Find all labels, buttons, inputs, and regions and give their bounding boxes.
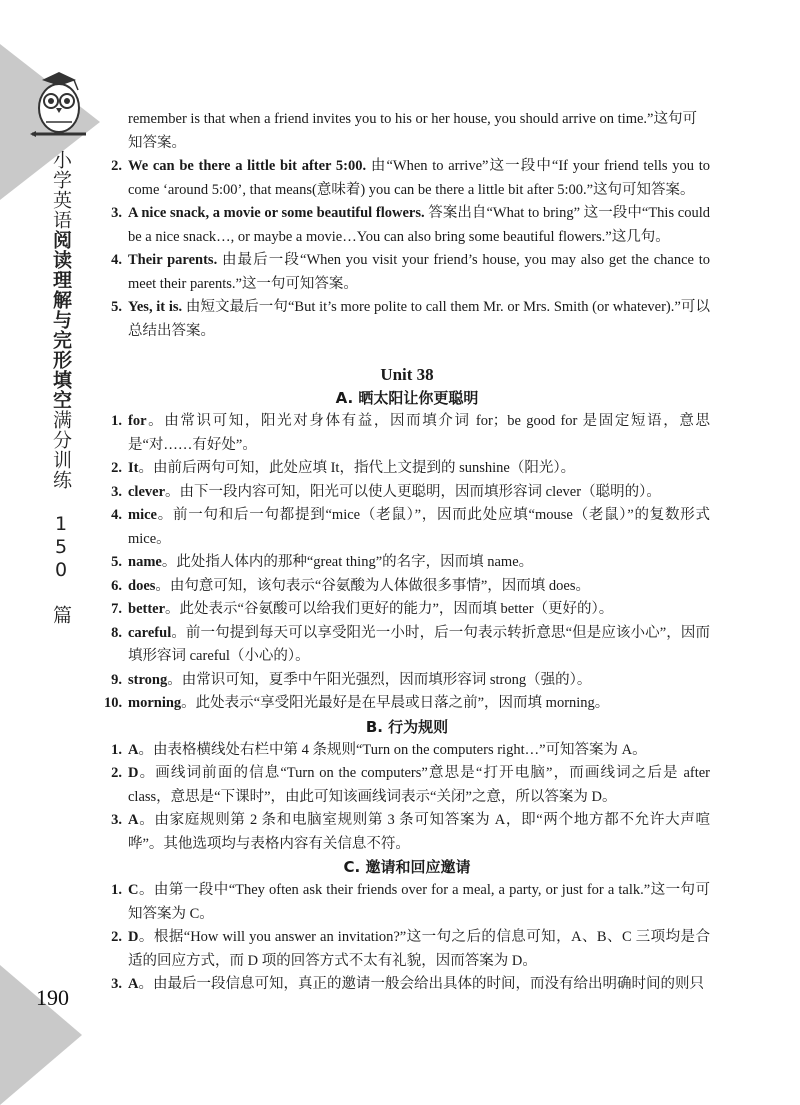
answer-explanation: 。由第一段中“They often ask their friends over for a meal, a party, or just for a talk.”这一句可知答案为 C。 bbox=[128, 882, 710, 922]
answer-key: does bbox=[128, 577, 156, 594]
answer-item bbox=[104, 249, 710, 296]
answer-key: strong bbox=[128, 671, 168, 688]
answer-item bbox=[104, 575, 710, 599]
book-title-part3: 满分训练 150 篇 bbox=[50, 410, 72, 625]
answer-item bbox=[104, 973, 710, 997]
answer-item bbox=[104, 879, 710, 926]
answer-item bbox=[104, 504, 710, 551]
section-a-answer-list bbox=[104, 410, 710, 716]
unit-title: Unit 38 bbox=[380, 365, 434, 384]
answer-explanation: 。画线词前面的信息“Turn on the computers”意思是“打开电脑”，而画线词之后是 after class，意思是“下课时”，由此可知该画线词表示“关闭”之意，所以答案为 D。 bbox=[128, 765, 710, 805]
section-c-title: C. 邀请和回应邀请 bbox=[343, 858, 471, 876]
answer-explanation: 。由表格横线处右栏中第 4 条规则“Turn on the computers right…”可知答案为 A。 bbox=[138, 741, 647, 758]
answer-number: 5. bbox=[111, 554, 122, 570]
answer-number: 2. bbox=[111, 929, 122, 945]
answer-number: 2. bbox=[111, 460, 122, 476]
left-margin-band bbox=[0, 0, 82, 1097]
answer-explanation: 。此处表示“谷氨酸可以给我们更好的能力”，因而填 better（更好的）。 bbox=[165, 601, 614, 617]
answer-item bbox=[104, 598, 710, 622]
answer-number: 3. bbox=[111, 483, 122, 500]
answer-explanation: 。由句意可知，该句表示“谷氨酸为人体做很多事情”，因而填 does。 bbox=[155, 577, 590, 594]
answer-key: A bbox=[128, 741, 139, 758]
answer-explanation: 由短文最后一句“But it’s more polite to call them Mr. or Mrs. Smith (or whatever).”可以总结出答案。 bbox=[128, 299, 710, 339]
answer-key: better bbox=[128, 601, 166, 617]
answer-item bbox=[104, 155, 710, 202]
answer-number: 9. bbox=[111, 671, 122, 688]
answer-explanation: 。此处表示“享受阳光最好是在早晨或日落之前”，因而填 morning。 bbox=[181, 695, 610, 711]
answer-explanation: 。由最后一段信息可知，真正的邀请一般会给出具体的时间，而没有给出明确时间的则只 bbox=[138, 976, 704, 992]
previous-continuation: remember is that when a friend invites you to his or her house, you should arrive on time.”这句可知答案。 bbox=[128, 111, 697, 151]
answer-item bbox=[104, 926, 710, 973]
answer-key-content bbox=[104, 108, 710, 997]
book-title-part2: 阅读理解与完形填空 bbox=[50, 230, 72, 410]
answer-explanation: 。前一句和后一句都提到“mice（老鼠）”，因而此处应填“mouse（老鼠）”的复数形式 mice。 bbox=[128, 507, 710, 547]
answer-item bbox=[104, 692, 710, 716]
answer-explanation: 。前一句提到每天可以享受阳光一小时，后一句表示转折意思“但是应该小心”，因而填形容词 careful（小心的）。 bbox=[128, 624, 710, 664]
answer-number: 4. bbox=[111, 507, 122, 523]
answer-explanation: 。由常识可知，夏季中午阳光强烈，因而填形容词 strong（强的）。 bbox=[167, 671, 592, 688]
answer-number: 1. bbox=[111, 741, 122, 758]
answer-explanation: 。由家庭规则第 2 条和电脑室规则第 3 条可知答案为 A，即“两个地方都不允许大声喧哗”。其他选项均与表格内容有关信息不符。 bbox=[128, 812, 710, 852]
answer-explanation: 。由下一段内容可知，阳光可以使人更聪明，因而填形容词 clever（聪明的）。 bbox=[165, 483, 661, 500]
answer-explanation: 。此处指人体内的那种“great thing”的名字，因而填 name。 bbox=[161, 554, 534, 570]
book-title-part1: 小学英语 bbox=[50, 150, 72, 230]
answer-item bbox=[104, 296, 710, 343]
answer-key: mice bbox=[128, 507, 157, 523]
answer-item bbox=[104, 739, 710, 763]
section-b-answer-list bbox=[104, 739, 710, 857]
answer-number: 8. bbox=[111, 624, 122, 641]
answer-number: 3. bbox=[111, 812, 122, 828]
answer-item bbox=[104, 551, 710, 575]
answer-number: 6. bbox=[111, 577, 122, 594]
answer-item bbox=[104, 809, 710, 856]
answer-number: 3. bbox=[111, 205, 122, 221]
answer-explanation: 。根据“How will you answer an invitation?”这一句之后的信息可知，A、B、C 三项均是合适的回应方式，而 D 项的回答方式不太有礼貌，因而答案为 D。 bbox=[128, 929, 710, 969]
answer-number: 2. bbox=[111, 158, 122, 174]
answer-number: 1. bbox=[111, 882, 122, 898]
answer-item bbox=[104, 669, 710, 693]
answer-number: 7. bbox=[111, 601, 122, 617]
section-a-title: A. 晒太阳让你更聪明 bbox=[335, 389, 479, 407]
answer-key: A bbox=[128, 976, 139, 992]
previous-answer-list bbox=[104, 155, 710, 343]
answer-item bbox=[104, 202, 710, 249]
answer-item bbox=[104, 481, 710, 505]
answer-key: A nice snack, a movie or some beautiful flowers. bbox=[128, 205, 425, 221]
answer-key: D bbox=[128, 929, 139, 945]
answer-number: 3. bbox=[111, 976, 122, 992]
answer-key: It bbox=[128, 460, 139, 476]
answer-key: morning bbox=[128, 695, 182, 711]
answer-number: 2. bbox=[111, 765, 122, 781]
answer-item bbox=[104, 622, 710, 669]
page-number: 190 bbox=[36, 985, 69, 1010]
answer-number: 4. bbox=[111, 252, 122, 268]
answer-key: We can be there a little bit after 5:00. bbox=[128, 158, 367, 174]
answer-key: Their parents. bbox=[128, 252, 218, 268]
answer-number: 10. bbox=[104, 695, 123, 711]
answer-key: A bbox=[128, 812, 139, 828]
answer-item bbox=[104, 762, 710, 809]
answer-explanation: 。由常识可知，阳光对身体有益，因而填介词 for；be good for 是固定短语，意思是“对……有好处”。 bbox=[128, 413, 710, 453]
section-b-title: B. 行为规则 bbox=[365, 717, 449, 736]
answer-key: name bbox=[128, 554, 162, 570]
answer-explanation: 由最后一段“When you visit your friend’s house, you may also get the chance to meet their parents.”这一句可知答案。 bbox=[128, 252, 710, 292]
answer-number: 5. bbox=[111, 299, 122, 315]
answer-key: Yes, it is. bbox=[128, 299, 183, 315]
answer-explanation: 答案出自“What to bring” 这一段中“This could be a nice snack…, or maybe a movie…You can also bring some beautiful flowers.”这几句。 bbox=[128, 205, 711, 245]
section-c-answer-list bbox=[104, 879, 710, 997]
answer-key: D bbox=[128, 765, 139, 781]
answer-key: clever bbox=[128, 483, 166, 500]
answer-key: careful bbox=[128, 624, 172, 641]
answer-number: 1. bbox=[111, 413, 122, 429]
book-title-vertical bbox=[50, 150, 72, 625]
owl-mascot-icon bbox=[30, 68, 88, 140]
answer-item bbox=[104, 457, 710, 481]
answer-explanation: 由“When to arrive”这一段中“If your friend tells you to come ‘around 5:00’, that means(意味着) you can be there a little bit after 5:00.”这句可知答案。 bbox=[128, 158, 710, 198]
answer-key: C bbox=[128, 882, 139, 898]
answer-key: for bbox=[128, 413, 147, 429]
answer-item bbox=[104, 410, 710, 457]
answer-explanation: 。由前后两句可知，此处应填 It，指代上文提到的 sunshine（阳光）。 bbox=[138, 460, 576, 476]
